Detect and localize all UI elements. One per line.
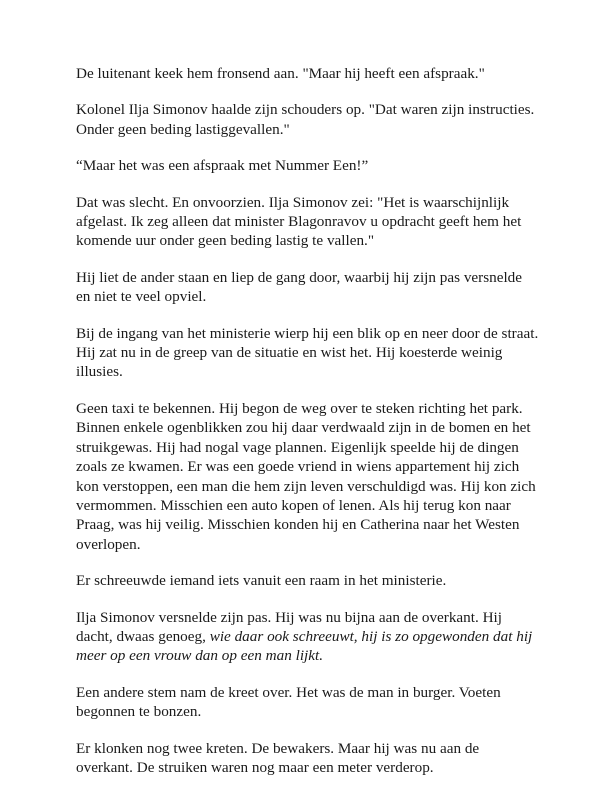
paragraph-7: Geen taxi te bekennen. Hij begon de weg over te steken richting het park. Binnen enkele ogenblikken zou hij daar verdwaald zijn in de bomen en het struikgewas. Hij had nogal vage plannen. Eigenlijk speelde hij de dingen zoals ze kwamen. Er was een goede vriend in wiens appartement hij zich kon verstoppen, een man die hem zijn leven verschuldigd was. Hij kon zich vermommen. Misschien een auto kopen of lenen. Als hij terug kon naar Praag, was hij veilig. Misschien konden hij en Catherina naar het Westen overlopen. (76, 399, 536, 553)
paragraph-9-italic-thought: wie daar ook schreeuwt, hij is zo opgewonden dat hij meer op een vrouw dan op een man lijkt. (76, 627, 533, 665)
paragraph-8: Er schreeuwde iemand iets vanuit een raam in het ministerie. (76, 572, 447, 590)
paragraph-9-text: Ilja Simonov versnelde zijn pas. Hij was nu bijna aan de overkant. Hij dacht, dwaas genoeg, (76, 608, 502, 645)
paragraph-11: Er klonken nog twee kreten. De bewakers. Maar hij was nu aan de overkant. De struiken waren nog maar een meter verderop. (76, 739, 480, 776)
paragraph-9 (76, 608, 546, 666)
document-body (76, 64, 546, 794)
paragraph-5: Hij liet de ander staan en liep de gang door, waarbij hij zijn pas versnelde en niet te veel opviel. (76, 268, 523, 306)
paragraph-3: “Maar het was een afspraak met Nummer Een!” (76, 157, 369, 175)
paragraph-4: Dat was slecht. En onvoorzien. Ilja Simonov zei: "Het is waarschijnlijk afgelast. Ik zeg alleen dat minister Blagonravov u opdracht geeft hem het komende uur onder geen beding lastig te vallen." (76, 193, 522, 250)
paragraph-2: Kolonel Ilja Simonov haalde zijn schouders op. "Dat waren zijn instructies. Onder geen beding lastiggevallen." (76, 101, 535, 138)
paragraph-1: De luitenant keek hem fronsend aan. "Maar hij heeft een afspraak." (76, 65, 485, 82)
paragraph-10: Een andere stem nam de kreet over. Het was de man in burger. Voeten begonnen te bonzen. (76, 683, 501, 721)
paragraph-6: Bij de ingang van het ministerie wierp hij een blik op en neer door de straat. Hij zat nu in de greep van de situatie en wist het. Hij koesterde weinig illusies. (76, 324, 539, 381)
